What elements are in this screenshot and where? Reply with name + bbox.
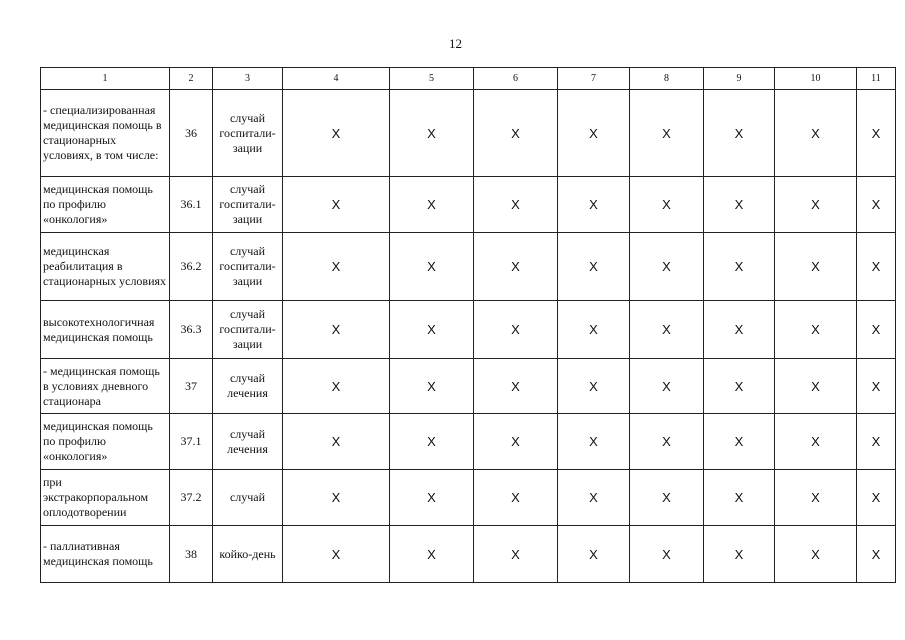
row-value: X — [558, 301, 630, 359]
row-code: 36 — [170, 90, 213, 177]
row-value: X — [630, 177, 704, 233]
row-name: при экстракорпоральном оплодотворении — [41, 470, 170, 526]
table-row — [41, 90, 896, 177]
page-number: 12 — [449, 36, 462, 51]
row-unit: случай лечения — [213, 414, 283, 470]
data-table — [40, 67, 896, 583]
row-value: X — [283, 470, 390, 526]
row-value: X — [474, 301, 558, 359]
column-header: 11 — [857, 68, 896, 90]
row-value: X — [390, 470, 474, 526]
row-name: - медицинская помощь в условиях дневного стационара — [41, 359, 170, 414]
row-value: X — [283, 414, 390, 470]
row-value: X — [390, 233, 474, 301]
table-row — [41, 359, 896, 414]
row-name: - паллиативная медицинская помощь — [41, 526, 170, 583]
row-value: X — [474, 359, 558, 414]
row-unit: случай госпитали-зации — [213, 233, 283, 301]
row-value: X — [775, 90, 857, 177]
column-header: 2 — [170, 68, 213, 90]
row-value: X — [283, 301, 390, 359]
row-value: X — [390, 177, 474, 233]
row-unit: случай — [213, 470, 283, 526]
row-value: X — [283, 177, 390, 233]
row-name: - специализированная медицинская помощь в стационарных условиях, в том числе: — [41, 90, 170, 177]
row-value: X — [704, 526, 775, 583]
row-code: 37.2 — [170, 470, 213, 526]
row-value: X — [558, 177, 630, 233]
row-value: X — [558, 470, 630, 526]
row-value: X — [474, 233, 558, 301]
row-name: высокотехнологичная медицинская помощь — [41, 301, 170, 359]
row-value: X — [283, 359, 390, 414]
row-value: X — [630, 301, 704, 359]
row-unit: случай госпитали-зации — [213, 177, 283, 233]
row-value: X — [775, 177, 857, 233]
row-code: 38 — [170, 526, 213, 583]
row-value: X — [857, 470, 896, 526]
row-unit: случай госпитали-зации — [213, 90, 283, 177]
table-row — [41, 526, 896, 583]
row-value: X — [704, 177, 775, 233]
table-row — [41, 414, 896, 470]
row-value: X — [558, 359, 630, 414]
row-value: X — [704, 90, 775, 177]
row-value: X — [390, 359, 474, 414]
row-value: X — [558, 414, 630, 470]
row-value: X — [857, 301, 896, 359]
row-value: X — [704, 233, 775, 301]
row-value: X — [558, 90, 630, 177]
row-name: медицинская помощь по профилю «онкология» — [41, 414, 170, 470]
column-header: 1 — [41, 68, 170, 90]
column-header: 6 — [474, 68, 558, 90]
row-unit: случай лечения — [213, 359, 283, 414]
row-code: 36.3 — [170, 301, 213, 359]
row-value: X — [775, 301, 857, 359]
row-value: X — [283, 233, 390, 301]
row-value: X — [775, 470, 857, 526]
row-value: X — [474, 526, 558, 583]
column-header: 8 — [630, 68, 704, 90]
column-header: 3 — [213, 68, 283, 90]
row-value: X — [775, 414, 857, 470]
row-value: X — [630, 526, 704, 583]
row-unit: койко-день — [213, 526, 283, 583]
row-value: X — [857, 233, 896, 301]
header-row — [41, 68, 896, 90]
row-value: X — [630, 233, 704, 301]
row-value: X — [775, 359, 857, 414]
row-value: X — [630, 90, 704, 177]
row-value: X — [857, 90, 896, 177]
row-unit: случай госпитали-зации — [213, 301, 283, 359]
row-value: X — [857, 414, 896, 470]
row-value: X — [704, 301, 775, 359]
column-header: 10 — [775, 68, 857, 90]
row-value: X — [630, 470, 704, 526]
row-name: медицинская помощь по профилю «онкология» — [41, 177, 170, 233]
row-value: X — [630, 359, 704, 414]
row-code: 36.2 — [170, 233, 213, 301]
row-value: X — [704, 359, 775, 414]
row-value: X — [775, 233, 857, 301]
row-value: X — [857, 177, 896, 233]
column-header: 7 — [558, 68, 630, 90]
row-code: 37 — [170, 359, 213, 414]
table-row — [41, 470, 896, 526]
table-row — [41, 177, 896, 233]
row-value: X — [474, 177, 558, 233]
row-value: X — [704, 414, 775, 470]
row-value: X — [857, 526, 896, 583]
row-value: X — [474, 414, 558, 470]
column-header: 4 — [283, 68, 390, 90]
row-value: X — [558, 526, 630, 583]
row-value: X — [283, 90, 390, 177]
row-value: X — [390, 414, 474, 470]
table-row — [41, 233, 896, 301]
table-row — [41, 301, 896, 359]
row-value: X — [390, 301, 474, 359]
row-name: медицинская реабилитация в стационарных условиях — [41, 233, 170, 301]
row-value: X — [558, 233, 630, 301]
column-header: 5 — [390, 68, 474, 90]
row-value: X — [704, 470, 775, 526]
row-code: 37.1 — [170, 414, 213, 470]
row-value: X — [857, 359, 896, 414]
row-value: X — [775, 526, 857, 583]
column-header: 9 — [704, 68, 775, 90]
row-value: X — [390, 90, 474, 177]
row-value: X — [630, 414, 704, 470]
row-code: 36.1 — [170, 177, 213, 233]
row-value: X — [283, 526, 390, 583]
row-value: X — [390, 526, 474, 583]
row-value: X — [474, 470, 558, 526]
row-value: X — [474, 90, 558, 177]
